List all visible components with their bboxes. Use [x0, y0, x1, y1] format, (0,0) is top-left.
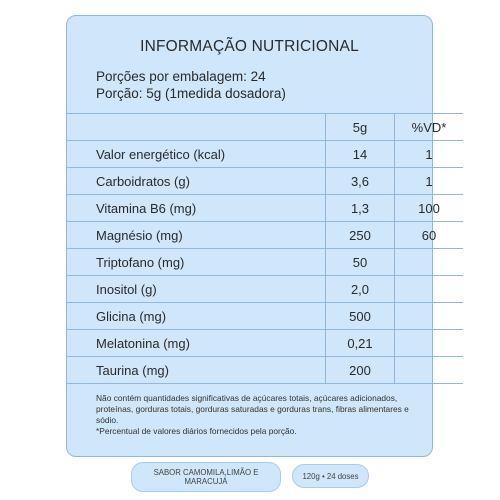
nutrient-daily-value — [395, 330, 464, 357]
nutrient-amount: 0,21 — [326, 330, 395, 357]
nutrition-table — [67, 113, 463, 384]
table-row — [67, 222, 463, 249]
nutrient-amount: 3,6 — [326, 168, 395, 195]
nutrient-daily-value — [395, 357, 464, 384]
footnote — [96, 393, 416, 437]
header-amount: 5g — [326, 114, 395, 141]
nutrient-daily-value: 1 — [395, 168, 464, 195]
nutrient-name: Valor energético (kcal) — [67, 141, 326, 168]
portion-info — [96, 68, 286, 102]
table-row — [67, 330, 463, 357]
table-row — [67, 303, 463, 330]
nutrient-name: Melatonina (mg) — [67, 330, 326, 357]
footnote-daily-value-note: *Percentual de valores diários fornecidos pela porção. — [96, 426, 297, 436]
table-row — [67, 168, 463, 195]
nutrient-name: Triptofano (mg) — [67, 249, 326, 276]
table-row — [67, 141, 463, 168]
table-row — [67, 357, 463, 384]
nutrient-daily-value — [395, 249, 464, 276]
table-row — [67, 276, 463, 303]
portions-per-package: Porções por embalagem: 24 — [96, 69, 266, 84]
panel-title: INFORMAÇÃO NUTRICIONAL — [140, 38, 359, 55]
package-size-badge: 120g • 24 doses — [292, 464, 369, 488]
nutrient-amount: 500 — [326, 303, 395, 330]
portion-size: Porção: 5g (1medida dosadora) — [96, 86, 286, 101]
nutrient-daily-value — [395, 276, 464, 303]
nutrient-amount: 1,3 — [326, 195, 395, 222]
nutrition-facts-panel — [66, 15, 447, 457]
header-nutrient — [67, 114, 326, 141]
nutrient-name: Carboidratos (g) — [67, 168, 326, 195]
nutrient-amount: 14 — [326, 141, 395, 168]
table-row — [67, 249, 463, 276]
footnote-disclaimer: Não contém quantidades significativas de açúcares totais, açúcares adicionados, proteínas, gorduras totais, gorduras saturadas e gorduras trans, fibras alimentares e sódio. — [96, 393, 409, 425]
nutrient-amount: 2,0 — [326, 276, 395, 303]
nutrient-daily-value — [395, 303, 464, 330]
nutrient-amount: 250 — [326, 222, 395, 249]
nutrient-daily-value: 60 — [395, 222, 464, 249]
nutrient-name: Magnésio (mg) — [67, 222, 326, 249]
nutrient-amount: 200 — [326, 357, 395, 384]
nutrient-daily-value: 100 — [395, 195, 464, 222]
nutrient-name: Taurina (mg) — [67, 357, 326, 384]
nutrient-name: Vitamina B6 (mg) — [67, 195, 326, 222]
nutrient-amount: 50 — [326, 249, 395, 276]
table-header-row — [67, 114, 463, 141]
nutrient-name: Glicina (mg) — [67, 303, 326, 330]
nutrient-name: Inositol (g) — [67, 276, 326, 303]
flavor-badge: SABOR CAMOMILA,LIMÃO E MARACUJÁ — [131, 462, 281, 492]
table-row — [67, 195, 463, 222]
nutrient-daily-value: 1 — [395, 141, 464, 168]
header-daily-value: %VD* — [395, 114, 464, 141]
